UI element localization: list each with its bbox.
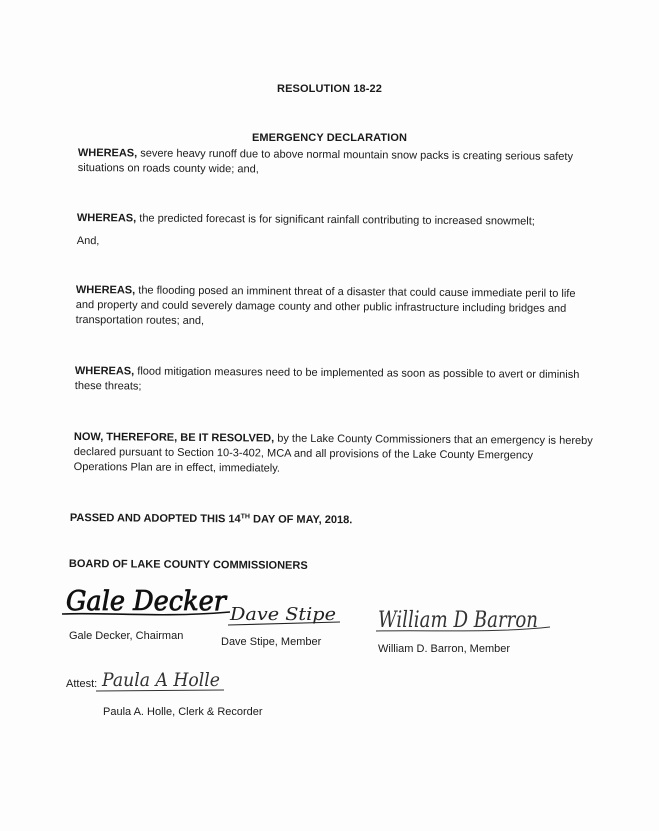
passed-text: DAY OF MAY, 2018. [249, 513, 353, 527]
barron-signature [376, 600, 552, 638]
clause-text: declared pursuant to Section 10-3-402, MCA and all provisions of the Lake County Emergency [73, 445, 534, 462]
document-heading: EMERGENCY DECLARATION [251, 132, 408, 144]
barron-name: William D. Barron, Member [378, 643, 511, 655]
whereas-clause-2 [77, 211, 535, 253]
clause-lead: WHEREAS, [75, 283, 136, 297]
stipe-signature-text: Dave Stipe [228, 604, 336, 625]
clause-lead: WHEREAS, [77, 146, 138, 160]
clause-text: situations on roads county wide; and, [77, 161, 259, 176]
attest-label: Attest: [66, 678, 98, 690]
clause-text: severe heavy runoff due to above normal mountain snow packs is creating serious safety [140, 147, 574, 163]
board-heading: BOARD OF LAKE COUNTY COMMISSIONERS [68, 558, 308, 572]
clause-text: the flooding posed an imminent threat of a disaster that could cause immediate peril to life [138, 284, 576, 300]
holle-name: Paula A. Holle, Clerk & Recorder [103, 706, 263, 718]
resolved-clause [74, 430, 593, 479]
clause-text: flood mitigation measures need to be implemented as soon as possible to avert or diminish [137, 365, 580, 381]
holle-signature-text: Paula A Holle [101, 669, 220, 691]
clause-text: and property and could severely damage county and other public infrastructure including bridges and [75, 298, 567, 315]
resolution-number: RESOLUTION 18-22 [277, 83, 382, 95]
passed-adopted-line [70, 508, 353, 528]
decker-signature [62, 572, 232, 622]
clause-text: transportation routes; and, [75, 313, 205, 328]
passed-text: PASSED AND ADOPTED THIS 14 [69, 511, 241, 526]
ordinal-suffix: TH [240, 513, 251, 521]
clause-text: And, [76, 234, 100, 248]
holle-signature [100, 664, 228, 694]
whereas-clause-1 [78, 146, 573, 180]
clause-text: the predicted forecast is for significant rainfall contributing to increased snowmelt; [139, 212, 535, 228]
whereas-clause-3 [76, 283, 576, 332]
clause-lead: WHEREAS, [76, 211, 137, 225]
decker-signature-text: Gale Decker [66, 586, 228, 617]
clause-text: these threats; [74, 379, 142, 393]
stipe-name: Dave Stipe, Member [221, 636, 322, 648]
whereas-clause-4 [75, 364, 580, 398]
barron-signature-text: William D Barron [378, 608, 538, 633]
clause-text: Operations Plan are in effect, immediately. [73, 460, 281, 475]
clause-lead: WHEREAS, [74, 364, 135, 378]
stipe-signature [228, 596, 346, 630]
clause-text: by the Lake County Commissioners that an emergency is hereby [277, 432, 593, 448]
decker-name: Gale Decker, Chairman [69, 630, 184, 642]
clause-lead: NOW, THEREFORE, BE IT RESOLVED, [73, 430, 275, 445]
